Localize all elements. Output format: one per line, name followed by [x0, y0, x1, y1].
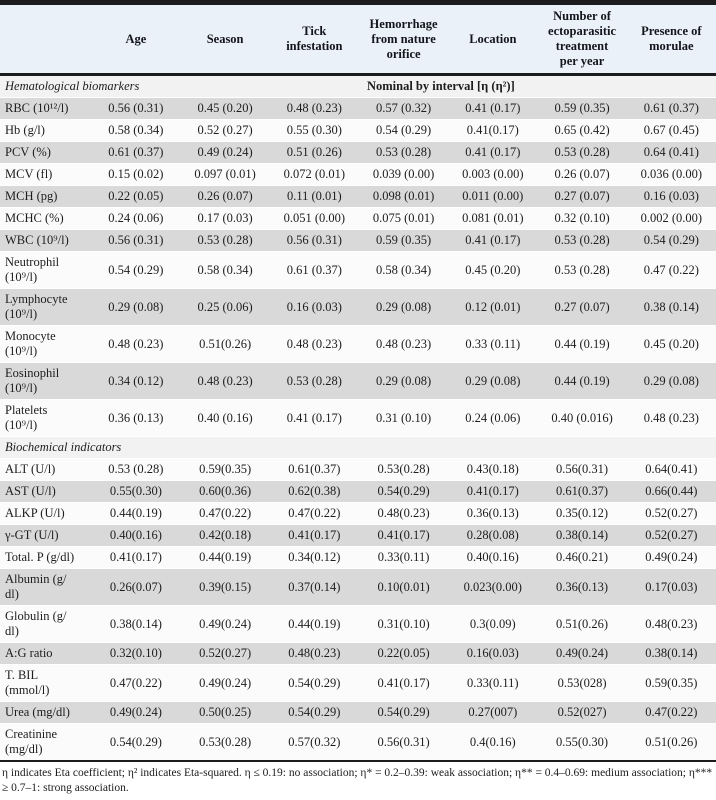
table-row-wbc-10-l — [0, 230, 716, 252]
value-cell: 0.41(0.17) — [448, 120, 537, 142]
value-cell: 0.25 (0.06) — [180, 289, 269, 326]
value-cell: 0.49(0.24) — [180, 665, 269, 702]
value-cell: 0.42(0.18) — [180, 525, 269, 547]
row-label: MCH (pg) — [0, 186, 91, 208]
value-cell: 0.54 (0.29) — [91, 252, 180, 289]
value-cell: 0.60(0.36) — [180, 481, 269, 503]
row-label: Monocyte (10⁹/l) — [0, 326, 91, 363]
value-cell: 0.39(0.15) — [180, 569, 269, 606]
row-label: MCV (fl) — [0, 164, 91, 186]
value-cell: 0.51(0.26) — [627, 724, 716, 762]
value-cell: 0.56 (0.31) — [270, 230, 359, 252]
value-cell: 0.54(0.29) — [270, 702, 359, 724]
value-cell: 0.29 (0.08) — [91, 289, 180, 326]
row-label: A:G ratio — [0, 643, 91, 665]
value-cell: 0.53(0.28) — [180, 724, 269, 762]
value-cell: 0.41(0.17) — [448, 481, 537, 503]
table-row-globulin-g-dl — [0, 606, 716, 643]
value-cell: 0.56 (0.31) — [91, 230, 180, 252]
value-cell: 0.48 (0.23) — [270, 326, 359, 363]
value-cell: 0.22(0.05) — [359, 643, 448, 665]
value-cell: 0.50(0.25) — [180, 702, 269, 724]
value-cell: 0.34(0.12) — [270, 547, 359, 569]
value-cell: 0.097 (0.01) — [180, 164, 269, 186]
value-cell: 0.54(0.29) — [359, 481, 448, 503]
value-cell: 0.38(0.14) — [91, 606, 180, 643]
value-cell: 0.59 (0.35) — [537, 98, 626, 120]
value-cell: 0.098 (0.01) — [359, 186, 448, 208]
table-header — [0, 3, 716, 75]
table-row-mcv-fl — [0, 164, 716, 186]
table-row-a-g-ratio — [0, 643, 716, 665]
row-label: ALT (U/l) — [0, 459, 91, 481]
value-cell: 0.57(0.32) — [270, 724, 359, 762]
value-cell: 0.48 (0.23) — [627, 400, 716, 437]
column-header-number-of-ectoparasitic-treatment-per-year: Number of ectoparasitic treatment per year — [537, 3, 626, 75]
value-cell: 0.32(0.10) — [91, 643, 180, 665]
value-cell: 0.45 (0.20) — [180, 98, 269, 120]
value-cell: 0.51(0.26) — [180, 326, 269, 363]
value-cell: 0.51(0.26) — [537, 606, 626, 643]
value-cell: 0.075 (0.01) — [359, 208, 448, 230]
value-cell: 0.44(0.19) — [270, 606, 359, 643]
value-cell: 0.41 (0.17) — [448, 142, 537, 164]
value-cell: 0.40(0.16) — [91, 525, 180, 547]
value-cell: 0.41 (0.17) — [270, 400, 359, 437]
value-cell: 0.081 (0.01) — [448, 208, 537, 230]
value-cell: 0.051 (0.00) — [270, 208, 359, 230]
row-label: T. BIL (mmol/l) — [0, 665, 91, 702]
value-cell: 0.55 (0.30) — [270, 120, 359, 142]
value-cell: 0.15 (0.02) — [91, 164, 180, 186]
value-cell: 0.40 (0.016) — [537, 400, 626, 437]
row-label: AST (U/l) — [0, 481, 91, 503]
row-label: Total. P (g/dl) — [0, 547, 91, 569]
table-row-eosinophil-10-l — [0, 363, 716, 400]
value-cell: 0.44 (0.19) — [537, 326, 626, 363]
table-row-alkp-u-l — [0, 503, 716, 525]
value-cell: 0.53 (0.28) — [91, 459, 180, 481]
value-cell: 0.41(0.17) — [91, 547, 180, 569]
value-cell: 0.33(0.11) — [448, 665, 537, 702]
value-cell: 0.41(0.17) — [270, 525, 359, 547]
row-label: ALKP (U/l) — [0, 503, 91, 525]
value-cell: 0.036 (0.00) — [627, 164, 716, 186]
value-cell: 0.16 (0.03) — [627, 186, 716, 208]
table-row-ast-u-l — [0, 481, 716, 503]
value-cell: 0.53(028) — [537, 665, 626, 702]
row-label: Urea (mg/dl) — [0, 702, 91, 724]
column-header-tick-infestation: Tick infestation — [270, 3, 359, 75]
value-cell: 0.56(0.31) — [359, 724, 448, 762]
value-cell: 0.46(0.21) — [537, 547, 626, 569]
value-cell: 0.53 (0.28) — [270, 363, 359, 400]
table-row-platelets-10-l — [0, 400, 716, 437]
value-cell: 0.61(0.37) — [270, 459, 359, 481]
value-cell: 0.59(0.35) — [627, 665, 716, 702]
value-cell: 0.039 (0.00) — [359, 164, 448, 186]
value-cell: 0.41 (0.17) — [448, 230, 537, 252]
row-label: WBC (10⁹/l) — [0, 230, 91, 252]
section-row-biochemical-indicators — [0, 437, 716, 459]
table-row-alt-u-l — [0, 459, 716, 481]
value-cell: 0.54(0.29) — [91, 724, 180, 762]
column-header-presence-of-morulae: Presence of morulae — [627, 3, 716, 75]
value-cell: 0.54 (0.29) — [359, 120, 448, 142]
value-cell: 0.17(0.03) — [627, 569, 716, 606]
value-cell: 0.44(0.19) — [91, 503, 180, 525]
section-label: Hematological biomarkers — [0, 75, 359, 98]
value-cell: 0.24 (0.06) — [448, 400, 537, 437]
value-cell: 0.53 (0.28) — [537, 142, 626, 164]
value-cell: 0.29 (0.08) — [359, 363, 448, 400]
value-cell: 0.072 (0.01) — [270, 164, 359, 186]
table-row-mchc — [0, 208, 716, 230]
section-label: Biochemical indicators — [0, 437, 716, 459]
value-cell: 0.33 (0.11) — [448, 326, 537, 363]
value-cell: 0.52(0.27) — [627, 525, 716, 547]
column-header-hemorrhage-from-nature-orifice: Hemorrhage from nature orifice — [359, 3, 448, 75]
value-cell: 0.11 (0.01) — [270, 186, 359, 208]
table-row-urea-mg-dl — [0, 702, 716, 724]
value-cell: 0.49(0.24) — [91, 702, 180, 724]
value-cell: 0.48 (0.23) — [180, 363, 269, 400]
row-label: Hb (g/l) — [0, 120, 91, 142]
value-cell: 0.38 (0.14) — [627, 289, 716, 326]
row-label: MCHC (%) — [0, 208, 91, 230]
value-cell: 0.59(0.35) — [180, 459, 269, 481]
value-cell: 0.10(0.01) — [359, 569, 448, 606]
column-header-age: Age — [91, 3, 180, 75]
value-cell: 0.53(0.28) — [359, 459, 448, 481]
value-cell: 0.64 (0.41) — [627, 142, 716, 164]
row-label: Lymphocyte (10⁹/l) — [0, 289, 91, 326]
value-cell: 0.58 (0.34) — [359, 252, 448, 289]
value-cell: 0.33(0.11) — [359, 547, 448, 569]
value-cell: 0.40 (0.16) — [180, 400, 269, 437]
value-cell: 0.44 (0.19) — [537, 363, 626, 400]
row-label: Eosinophil (10⁹/l) — [0, 363, 91, 400]
value-cell: 0.49(0.24) — [537, 643, 626, 665]
value-cell: 0.49 (0.24) — [180, 142, 269, 164]
value-cell: 0.26 (0.07) — [180, 186, 269, 208]
value-cell: 0.62(0.38) — [270, 481, 359, 503]
value-cell: 0.53 (0.28) — [537, 230, 626, 252]
value-cell: 0.3(0.09) — [448, 606, 537, 643]
value-cell: 0.54(0.29) — [359, 702, 448, 724]
value-cell: 0.24 (0.06) — [91, 208, 180, 230]
corner-cell — [0, 3, 91, 75]
value-cell: 0.49(0.24) — [627, 547, 716, 569]
value-cell: 0.34 (0.12) — [91, 363, 180, 400]
value-cell: 0.61(0.37) — [537, 481, 626, 503]
measure-note: Nominal by interval [η (η²)] — [359, 75, 716, 98]
table-row-albumin-g-dl — [0, 569, 716, 606]
value-cell: 0.003 (0.00) — [448, 164, 537, 186]
value-cell: 0.49(0.24) — [180, 606, 269, 643]
value-cell: 0.36 (0.13) — [91, 400, 180, 437]
value-cell: 0.47(0.22) — [91, 665, 180, 702]
value-cell: 0.002 (0.00) — [627, 208, 716, 230]
value-cell: 0.47(0.22) — [627, 702, 716, 724]
value-cell: 0.54 (0.29) — [627, 230, 716, 252]
value-cell: 0.41 (0.17) — [448, 98, 537, 120]
value-cell: 0.48 (0.23) — [91, 326, 180, 363]
table-row-neutrophil-10-l — [0, 252, 716, 289]
column-header-season: Season — [180, 3, 269, 75]
row-label: Globulin (g/ dl) — [0, 606, 91, 643]
value-cell: 0.29 (0.08) — [359, 289, 448, 326]
row-label: RBC (10¹²/l) — [0, 98, 91, 120]
value-cell: 0.52(0.27) — [627, 503, 716, 525]
value-cell: 0.53 (0.28) — [359, 142, 448, 164]
column-header-location: Location — [448, 3, 537, 75]
value-cell: 0.38(0.14) — [627, 643, 716, 665]
value-cell: 0.26(0.07) — [91, 569, 180, 606]
value-cell: 0.56 (0.31) — [91, 98, 180, 120]
value-cell: 0.67 (0.45) — [627, 120, 716, 142]
value-cell: 0.35(0.12) — [537, 503, 626, 525]
value-cell: 0.48 (0.23) — [270, 98, 359, 120]
value-cell: 0.64(0.41) — [627, 459, 716, 481]
value-cell: 0.45 (0.20) — [627, 326, 716, 363]
value-cell: 0.12 (0.01) — [448, 289, 537, 326]
value-cell: 0.27 (0.07) — [537, 186, 626, 208]
value-cell: 0.56(0.31) — [537, 459, 626, 481]
table-row-gt-u-l — [0, 525, 716, 547]
value-cell: 0.011 (0.00) — [448, 186, 537, 208]
value-cell: 0.27(007) — [448, 702, 537, 724]
table-row-creatinine-mg-dl — [0, 724, 716, 762]
row-label: PCV (%) — [0, 142, 91, 164]
value-cell: 0.48(0.23) — [627, 606, 716, 643]
table-row-rbc-10-l — [0, 98, 716, 120]
table-row-lymphocyte-10-l — [0, 289, 716, 326]
value-cell: 0.53 (0.28) — [537, 252, 626, 289]
value-cell: 0.023(0.00) — [448, 569, 537, 606]
value-cell: 0.28(0.08) — [448, 525, 537, 547]
value-cell: 0.55(0.30) — [91, 481, 180, 503]
value-cell: 0.17 (0.03) — [180, 208, 269, 230]
value-cell: 0.58 (0.34) — [180, 252, 269, 289]
value-cell: 0.26 (0.07) — [537, 164, 626, 186]
value-cell: 0.44(0.19) — [180, 547, 269, 569]
value-cell: 0.36(0.13) — [537, 569, 626, 606]
value-cell: 0.48 (0.23) — [359, 326, 448, 363]
value-cell: 0.61 (0.37) — [627, 98, 716, 120]
value-cell: 0.16 (0.03) — [270, 289, 359, 326]
table-row-t-bil-mmol-l — [0, 665, 716, 702]
value-cell: 0.65 (0.42) — [537, 120, 626, 142]
table-row-pcv — [0, 142, 716, 164]
value-cell: 0.47(0.22) — [180, 503, 269, 525]
row-label: Creatinine (mg/dl) — [0, 724, 91, 762]
value-cell: 0.41(0.17) — [359, 525, 448, 547]
value-cell: 0.31 (0.10) — [359, 400, 448, 437]
value-cell: 0.53 (0.28) — [180, 230, 269, 252]
value-cell: 0.61 (0.37) — [91, 142, 180, 164]
value-cell: 0.52(027) — [537, 702, 626, 724]
value-cell: 0.29 (0.08) — [627, 363, 716, 400]
value-cell: 0.57 (0.32) — [359, 98, 448, 120]
row-label: Albumin (g/ dl) — [0, 569, 91, 606]
value-cell: 0.52(0.27) — [180, 643, 269, 665]
value-cell: 0.43(0.18) — [448, 459, 537, 481]
row-label: Neutrophil (10⁹/l) — [0, 252, 91, 289]
value-cell: 0.54(0.29) — [270, 665, 359, 702]
value-cell: 0.61 (0.37) — [270, 252, 359, 289]
value-cell: 0.38(0.14) — [537, 525, 626, 547]
table-row-total-p-g-dl — [0, 547, 716, 569]
table-row-monocyte-10-l — [0, 326, 716, 363]
value-cell: 0.40(0.16) — [448, 547, 537, 569]
value-cell: 0.51 (0.26) — [270, 142, 359, 164]
row-label: γ-GT (U/l) — [0, 525, 91, 547]
value-cell: 0.29 (0.08) — [448, 363, 537, 400]
value-cell: 0.47(0.22) — [270, 503, 359, 525]
value-cell: 0.48(0.23) — [359, 503, 448, 525]
value-cell: 0.22 (0.05) — [91, 186, 180, 208]
table-body — [0, 75, 716, 762]
value-cell: 0.48(0.23) — [270, 643, 359, 665]
value-cell: 0.36(0.13) — [448, 503, 537, 525]
row-label: Platelets (10⁹/l) — [0, 400, 91, 437]
value-cell: 0.47 (0.22) — [627, 252, 716, 289]
value-cell: 0.32 (0.10) — [537, 208, 626, 230]
section-row-hematological-biomarkers — [0, 75, 716, 98]
value-cell: 0.41(0.17) — [359, 665, 448, 702]
value-cell: 0.52 (0.27) — [180, 120, 269, 142]
value-cell: 0.66(0.44) — [627, 481, 716, 503]
value-cell: 0.16(0.03) — [448, 643, 537, 665]
value-cell: 0.37(0.14) — [270, 569, 359, 606]
table-row-mch-pg — [0, 186, 716, 208]
value-cell: 0.58 (0.34) — [91, 120, 180, 142]
value-cell: 0.31(0.10) — [359, 606, 448, 643]
table-footnote: η indicates Eta coefficient; η² indicates Eta-squared. η ≤ 0.19: no association; η* = 0.2–0.39: weak association; η** = 0.4–0.69: medium association; η*** ≥ 0.7–1: strong association. — [2, 767, 713, 794]
table-row-hb-g-l — [0, 120, 716, 142]
value-cell: 0.4(0.16) — [448, 724, 537, 762]
value-cell: 0.27 (0.07) — [537, 289, 626, 326]
value-cell: 0.45 (0.20) — [448, 252, 537, 289]
value-cell: 0.55(0.30) — [537, 724, 626, 762]
value-cell: 0.59 (0.35) — [359, 230, 448, 252]
